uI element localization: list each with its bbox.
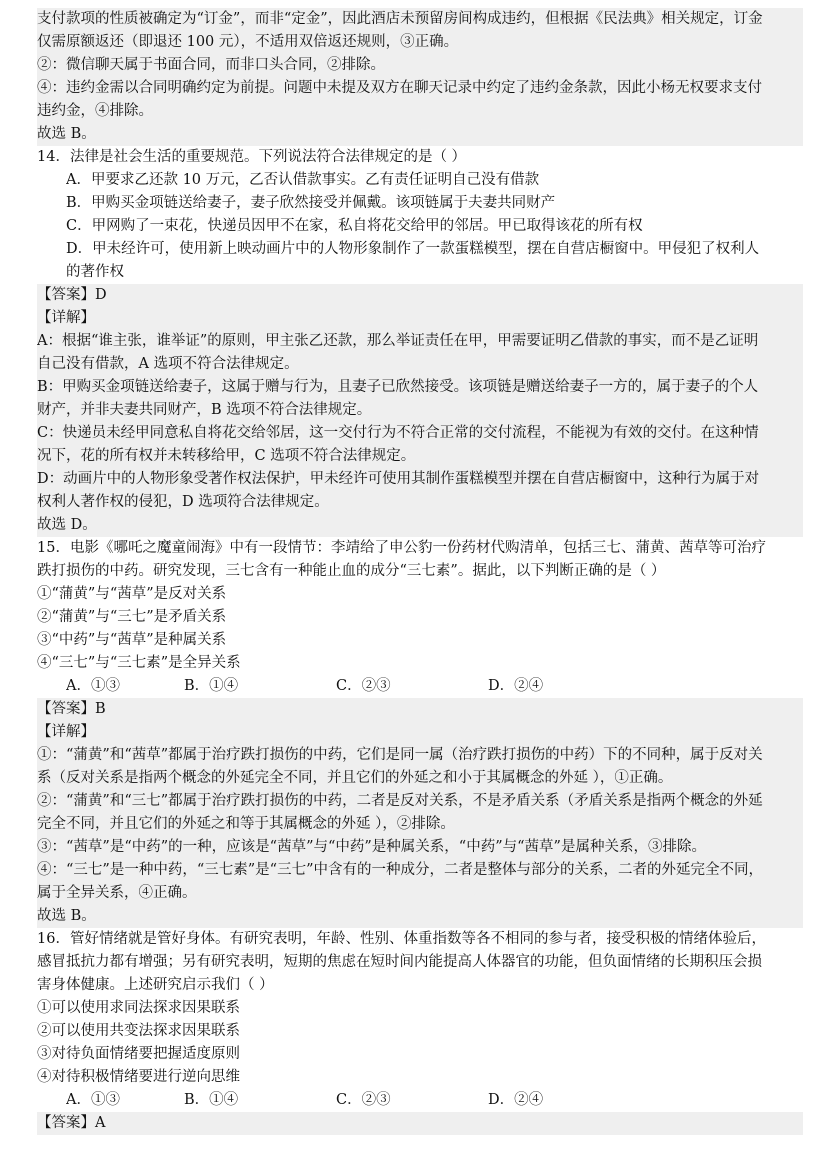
text-line: 财产，并非夫妻共同财产，B 选项不符合法律规定。 xyxy=(37,399,803,422)
choice-option: D．②④ xyxy=(488,1092,544,1108)
text-line: ③对待负面情绪要把握适度原则 xyxy=(37,1046,240,1062)
option-line: A．甲要求乙还款 10 万元，乙否认借款事实。乙有责任证明自己没有借款 xyxy=(66,172,540,188)
text-line: 【详解】 xyxy=(37,307,803,330)
text-line: 完全不同，并且它们的外延之和等于其属概念的外延 ），②排除。 xyxy=(37,813,803,836)
option-line: B．甲购买金项链送给妻子，妻子欣然接受并佩戴。该项链属于夫妻共同财产 xyxy=(66,195,556,211)
choice-option: D．②④ xyxy=(488,678,544,694)
text-line: 害身体健康。上述研究启示我们（ ） xyxy=(37,977,274,993)
text-line: 【答案】D xyxy=(37,284,803,307)
text-line: ④：“三七”是一种中药，“三七素”是“三七”中含有的一种成分，二者是整体与部分的关系，二者的外延完全不同， xyxy=(37,859,803,882)
option-line: 的著作权 xyxy=(66,264,124,280)
choice-option: B．①④ xyxy=(184,1092,239,1108)
text-line: 支付款项的性质被确定为“订金”，而非“定金”，因此酒店未预留房间构成违约，但根据《民法典》相关规定，订金 xyxy=(37,8,803,31)
answer-choices xyxy=(66,675,803,698)
text-line: ①“蒲黄”与“茜草”是反对关系 xyxy=(37,586,227,602)
text-line: ④：违约金需以合同明确约定为前提。问题中未提及双方在聊天记录中约定了违约金条款，因此小杨无权要求支付 xyxy=(37,77,803,100)
text-line: ②：微信聊天属于书面合同，而非口头合同，②排除。 xyxy=(37,54,803,77)
text-line: ①：“蒲黄”和“茜草”都属于治疗跌打损伤的中药，它们是同一属（治疗跌打损伤的中药）下的不同种，属于反对关 xyxy=(37,744,803,767)
text-line: ③“中药”与“茜草”是种属关系 xyxy=(37,632,227,648)
text-line: ②“蒲黄”与“三七”是矛盾关系 xyxy=(37,609,227,625)
text-line: D：动画片中的人物形象受著作权法保护，甲未经许可使用其制作蛋糕模型并摆在自营店橱窗中，这种行为属于对 xyxy=(37,468,803,491)
text-line: 自己没有借款，A 选项不符合法律规定。 xyxy=(37,353,803,376)
text-line: ③：“茜草”是“中药”的一种，应该是“茜草”与“中药”是种属关系，“中药”与“茜草”是属种关系，③排除。 xyxy=(37,836,803,859)
text-line: 【答案】A xyxy=(37,1112,803,1135)
text-line: 跌打损伤的中药。研究发现，三七含有一种能止血的成分“三七素”。据此，以下判断正确的是（ ） xyxy=(37,563,666,579)
text-line: 14．法律是社会生活的重要规范。下列说法符合法律规定的是（ ） xyxy=(37,149,467,165)
text-line: 权利人著作权的侵犯，D 选项符合法律规定。 xyxy=(37,491,803,514)
answer-choices xyxy=(66,1089,803,1112)
text-line: A：根据“谁主张，谁举证”的原则，甲主张乙还款，那么举证责任在甲，甲需要证明乙借款的事实，而不是乙证明 xyxy=(37,330,803,353)
text-line: 况下，花的所有权并未转移给甲，C 选项不符合法律规定。 xyxy=(37,445,803,468)
text-line: 仅需原额返还（即退还 100 元），不适用双倍返还规则，③正确。 xyxy=(37,31,803,54)
text-line: 感冒抵抗力都有增强；另有研究表明，短期的焦虑在短时间内能提高人体器官的功能，但负面情绪的长期积压会损 xyxy=(37,954,762,970)
text-line: 15．电影《哪吒之魔童闹海》中有一段情节：李靖给了申公豹一份药材代购清单，包括三七、蒲黄、茜草等可治疗 xyxy=(37,540,766,556)
choice-option: A．①③ xyxy=(66,678,120,694)
text-line: 故选 B。 xyxy=(37,123,803,146)
text-line: 16．管好情绪就是管好身体。有研究表明，年龄、性别、体重指数等各不相同的参与者，接受积极的情绪体验后， xyxy=(37,931,766,947)
text-line: ④“三七”与“三七素”是全异关系 xyxy=(37,655,241,671)
text-line: ②：“蒲黄”和“三七”都属于治疗跌打损伤的中药，二者是反对关系，不是矛盾关系（矛盾关系是指两个概念的外延 xyxy=(37,790,803,813)
text-line: 故选 D。 xyxy=(37,514,803,537)
text-line: ④对待积极情绪要进行逆向思维 xyxy=(37,1069,240,1085)
text-line: 【答案】B xyxy=(37,698,803,721)
text-line: 【详解】 xyxy=(37,721,803,744)
option-line: D．甲未经许可，使用新上映动画片中的人物形象制作了一款蛋糕模型，摆在自营店橱窗中。甲侵犯了权利人 xyxy=(66,241,760,257)
choice-option: C．②③ xyxy=(336,1092,391,1108)
text-line: 属于全异关系，④正确。 xyxy=(37,882,803,905)
text-line: C：快递员未经甲同意私自将花交给邻居，这一交付行为不符合正常的交付流程，不能视为有效的交付。在这种情 xyxy=(37,422,803,445)
choice-option: C．②③ xyxy=(336,678,391,694)
text-line: 系（反对关系是指两个概念的外延完全不同，并且它们的外延之和小于其属概念的外延 ），①正确。 xyxy=(37,767,803,790)
option-line: C．甲网购了一束花，快递员因甲不在家，私自将花交给甲的邻居。甲已取得该花的所有权 xyxy=(66,218,643,234)
choice-option: A．①③ xyxy=(66,1092,120,1108)
text-line: ①可以使用求同法探求因果联系 xyxy=(37,1000,240,1016)
choice-option: B．①④ xyxy=(184,678,239,694)
text-line: B：甲购买金项链送给妻子，这属于赠与行为，且妻子已欣然接受。该项链是赠送给妻子一方的，属于妻子的个人 xyxy=(37,376,803,399)
text-line: ②可以使用共变法探求因果联系 xyxy=(37,1023,240,1039)
text-line: 违约金，④排除。 xyxy=(37,100,803,123)
text-line: 故选 B。 xyxy=(37,905,803,928)
